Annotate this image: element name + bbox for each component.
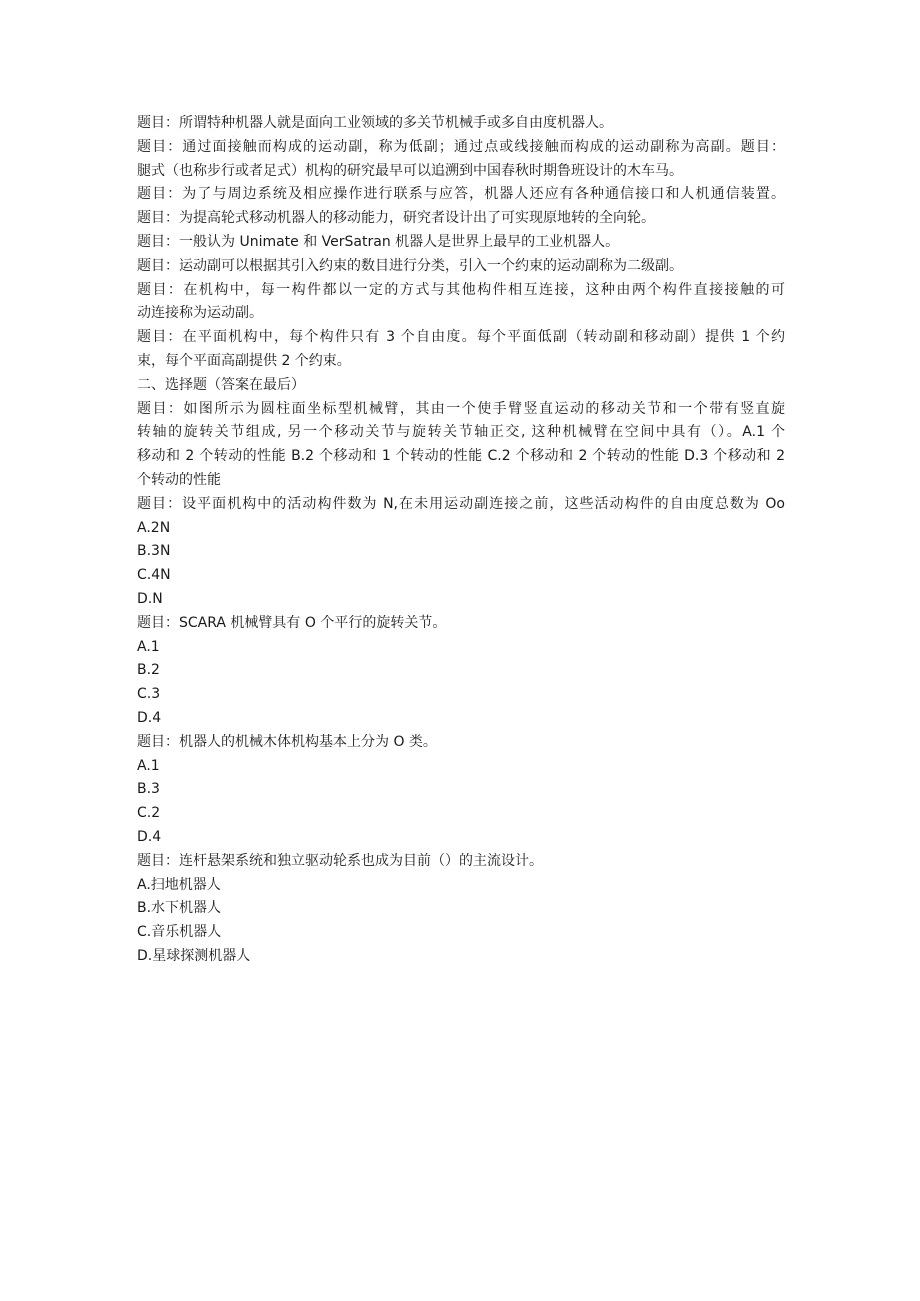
text-line: 束，每个平面高副提供 2 个约束。 [137, 352, 351, 369]
text-line: 题目：为提高轮式移动机器人的移动能力，研究者设计出了可实现原地转的全向轮。 [137, 210, 655, 227]
option-item: C.3 [137, 686, 161, 703]
option-item: D.4 [137, 709, 162, 726]
question-text: 转轴的旋转关节组成, 另一个移动关节与旋转关节轴正交, 这种机械臂在空间中具有（）。A.1 个 [137, 424, 785, 441]
option-item: A.1 [137, 638, 160, 655]
question-text: 题目：如图所示为圆柱面坐标型机械臂，其由一个使手臂竖直运动的移动关节和一个带有竖直旋 [137, 400, 785, 417]
option-item: A.2N [137, 519, 171, 536]
option-item: C.4N [137, 567, 171, 584]
option-item: D.4 [137, 828, 162, 845]
question-text: 题目：设平面机构中的活动构件数为 N,在未用运动副连接之前，这些活动构件的自由度总数为 Oo [137, 495, 785, 512]
text-line: 题目：通过面接触而构成的运动副，称为低副；通过点或线接触而构成的运动副称为高副。题目： [137, 138, 785, 155]
text-line: 动连接称为运动副。 [137, 305, 263, 322]
question-text: 移动和 2 个转动的性能 B.2 个移动和 1 个转动的性能 C.2 个移动和 2 个转动的性能 D.3 个移动和 2 [137, 448, 785, 465]
option-item: C.音乐机器人 [137, 924, 222, 941]
option-item: A.扫地机器人 [137, 876, 221, 893]
text-line: 题目：在机构中，每一构件都以一定的方式与其他构件相互连接，这种由两个构件直接接触的可 [137, 281, 785, 298]
question-text: 个转动的性能 [137, 471, 221, 488]
text-line: 题目：为了与周边系统及相应操作进行联系与应答，机器人还应有各种通信接口和人机通信装置。 [137, 186, 785, 203]
question-text: 题目：连杆悬架系统和独立驱动轮系也成为目前（）的主流设计。 [137, 852, 543, 869]
text-line: 题目：所谓特种机器人就是面向工业领域的多关节机械手或多自由度机器人。 [137, 115, 613, 131]
text-line: 题目：一般认为 Unimate 和 VerSatran 机器人是世界上最早的工业机器人。 [137, 233, 620, 250]
option-item: C.2 [137, 805, 161, 822]
question-text: 题目：SCARA 机械臂具有 O 个平行的旋转关节。 [137, 614, 447, 631]
option-item: B.水下机器人 [137, 900, 222, 917]
option-item: A.1 [137, 757, 160, 774]
text-line: 题目：在平面机构中，每个构件只有 3 个自由度。每个平面低副（转动副和移动副）提供 1 个约 [137, 329, 785, 346]
option-item: D.星球探测机器人 [137, 947, 251, 964]
option-item: B.3 [137, 781, 160, 798]
question-text: 题目：机器人的机械木体机构基本上分为 O 类。 [137, 733, 437, 750]
section-heading: 二、选择题（答案在最后） [137, 376, 305, 393]
text-line: 腿式（也称步行或者足式）机构的研究最早可以追溯到中国春秋时期鲁班设计的木车马。 [137, 162, 683, 179]
option-item: B.2 [137, 662, 160, 679]
option-item: D.N [137, 590, 163, 607]
text-line: 题目：运动副可以根据其引入约束的数目进行分类，引入一个约束的运动副称为二级副。 [137, 257, 683, 274]
option-item: B.3N [137, 543, 171, 560]
document-body [137, 112, 785, 969]
